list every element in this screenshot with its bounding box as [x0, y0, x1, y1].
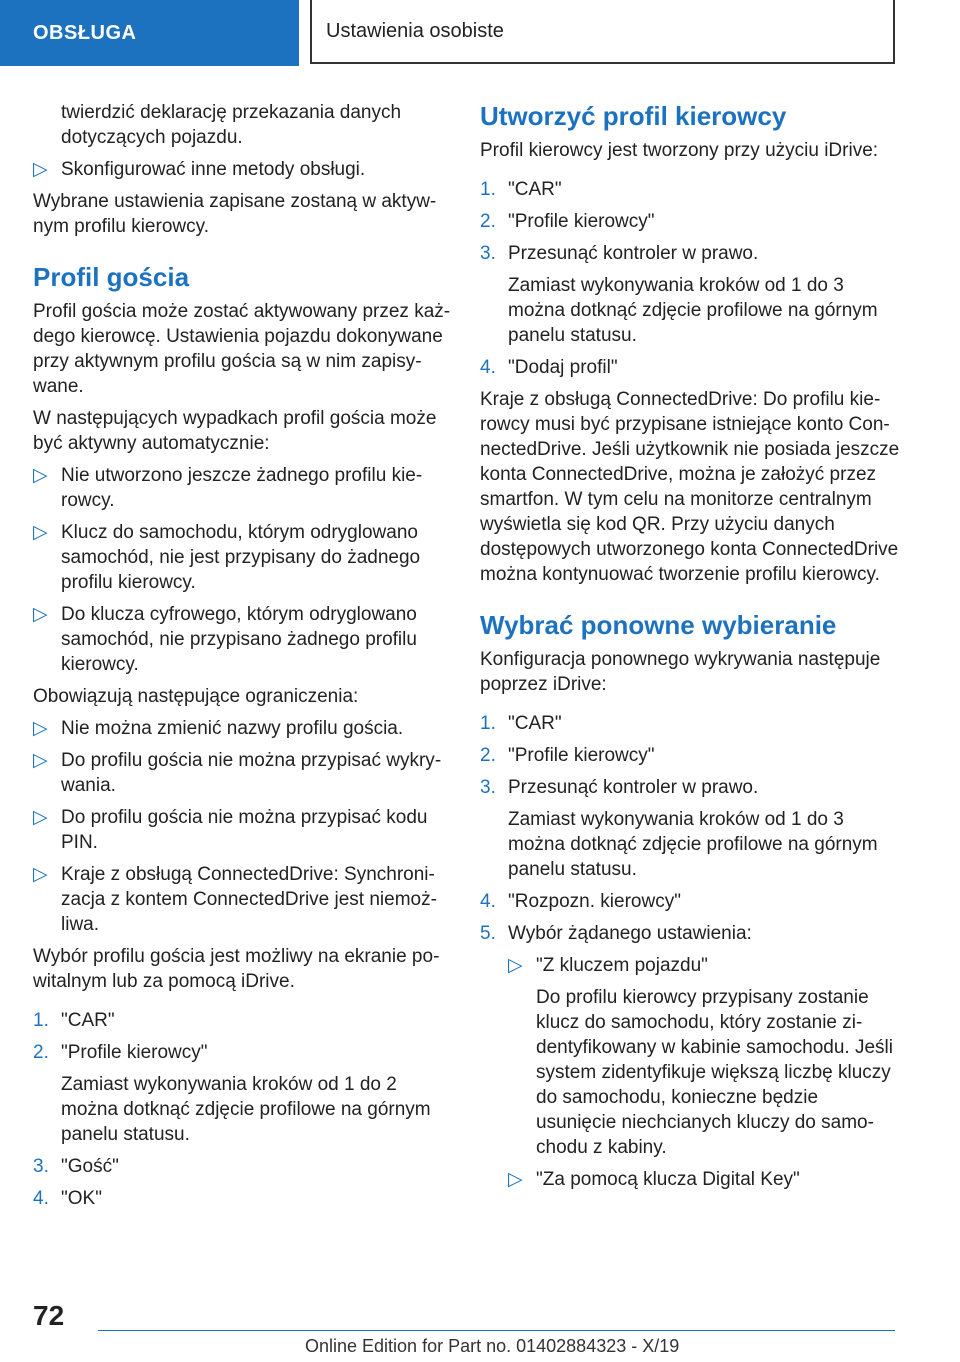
triangle-bullet-icon: ▷ [33, 522, 48, 543]
triangle-bullet-icon: ▷ [508, 1169, 523, 1190]
paragraph: W następujących wypadkach profil gościa może być aktywny automatycznie: [33, 408, 437, 454]
chapter-title: Ustawienia osobiste [310, 0, 895, 64]
paragraph: Profil gościa może zostać aktywowany przez każdego kierowcę. Ustawienia pojazdu dokonywane przy aktywnym profilu gościa są w nim zapisywane. [33, 301, 451, 397]
list-item: ▷ Skonfigurować inne metody obsługi. [33, 159, 366, 180]
list-item: ▷ Klucz do samochodu, którym odryglowano samochód, nie jest przypisany do żadnego profilu kierowcy. [33, 522, 421, 593]
step-item: 4. "Rozpozn. kierowcy" [480, 891, 681, 912]
list-item: ▷ Do profilu gościa nie można przypisać wykrywania. [33, 750, 442, 796]
triangle-bullet-icon: ▷ [33, 465, 48, 486]
paragraph: Konfiguracja ponownego wykrywania następuje poprzez iDrive: [480, 649, 881, 695]
paragraph: Obowiązują następujące ograniczenia: [33, 686, 359, 707]
sub-options [480, 953, 900, 1192]
paragraph: Wybrane ustawienia zapisane zostaną w aktywnym profilu kierowcy. [33, 191, 437, 237]
list-item: ▷ Do profilu gościa nie można przypisać kodu PIN. [33, 807, 428, 853]
triangle-bullet-icon: ▷ [33, 864, 48, 885]
page-header [0, 0, 960, 66]
step-item: 5. Wybór żądanego ustawienia: [480, 923, 752, 944]
footer-divider [98, 1330, 895, 1331]
footer-edition: Online Edition for Part no. 01402884323 - X/19 [305, 1336, 680, 1356]
triangle-bullet-icon: ▷ [33, 159, 48, 180]
continued-text: twierdzić deklarację przekazania danych dotyczących pojazdu. [61, 102, 402, 148]
step-number: 2. [480, 211, 496, 232]
list-item: ▷ Nie można zmienić nazwy profilu gościa. [33, 718, 404, 739]
step-number: 3. [33, 1156, 49, 1177]
list-item: ▷ Kraje z obsługą ConnectedDrive: Synchronizacja z kontem ConnectedDrive jest niemożliwa. [33, 864, 437, 935]
step-note: Zamiast wykonywania kroków od 1 do 3 można dotknąć zdjęcie profilowe na górnym panelu statusu. [508, 275, 878, 346]
step-number: 1. [480, 713, 496, 734]
step-item: 1. "CAR" [480, 713, 562, 734]
list-item: ▷ "Z kluczem pojazdu" [508, 955, 708, 976]
step-number: 4. [33, 1188, 49, 1209]
section-heading-recognition: Wybrać ponowne wybieranie [480, 610, 837, 640]
step-number: 1. [480, 179, 496, 200]
step-number: 3. [480, 243, 496, 264]
step-item: 3. Przesunąć kontroler w prawo. [480, 777, 759, 798]
step-number: 4. [480, 357, 496, 378]
step-item: 4. "OK" [33, 1188, 102, 1209]
step-item: 2. "Profile kierowcy" [480, 211, 655, 232]
triangle-bullet-icon: ▷ [33, 604, 48, 625]
list-item: ▷ "Za pomocą klucza Digital Key" [508, 1169, 800, 1190]
step-note: Zamiast wykonywania kroków od 1 do 3 można dotknąć zdjęcie profilowe na górnym panelu statusu. [508, 809, 878, 880]
step-item: 1. "CAR" [33, 1010, 115, 1031]
paragraph: Kraje z obsługą ConnectedDrive: Do profilu kierowcy musi być przypisane istniejące konto ConnectedDrive. Jeśli użytkownik nie posiada jeszcze konta ConnectedDrive, można je założyć przez smartfon. W tym celu na monitorze centralnym wyświetla się kod QR. Przy użyciu danych dostępowych utworzonego konta ConnectedDrive można kontynuować tworzenie profilu kierowcy. [480, 389, 900, 585]
step-item: 2. "Profile kierowcy" [33, 1042, 208, 1063]
step-number: 4. [480, 891, 496, 912]
step-number: 1. [33, 1010, 49, 1031]
step-item: 1. "CAR" [480, 179, 562, 200]
step-item: 2. "Profile kierowcy" [480, 745, 655, 766]
list-item: ▷ Do klucza cyfrowego, którym odryglowano samochód, nie przypisano żadnego profilu kierowcy. [33, 604, 417, 675]
section-tab: OBSŁUGA [0, 0, 299, 66]
paragraph: Wybór profilu gościa jest możliwy na ekranie powitalnym lub za pomocą iDrive. [33, 946, 440, 992]
option-note: Do profilu kierowcy przypisany zostanie klucz do samochodu, który zostanie zidentyfikowany w kabinie samochodu. Jeśli system zidentyfikuje większą liczbę kluczy do samochodu, konieczne będzie usunięcie niechcianych kluczy do samochodu z kabiny. [536, 987, 893, 1158]
step-item: 3. Przesunąć kontroler w prawo. [480, 243, 759, 264]
step-note: Zamiast wykonywania kroków od 1 do 2 można dotknąć zdjęcie profilowe na górnym panelu statusu. [61, 1074, 431, 1145]
left-column [33, 100, 453, 1218]
triangle-bullet-icon: ▷ [33, 750, 48, 771]
step-item: 4. "Dodaj profil" [480, 357, 618, 378]
page-number: 72 [33, 1300, 65, 1331]
step-number: 2. [33, 1042, 49, 1063]
step-number: 5. [480, 923, 496, 944]
triangle-bullet-icon: ▷ [33, 718, 48, 739]
triangle-bullet-icon: ▷ [508, 955, 523, 976]
step-number: 3. [480, 777, 496, 798]
right-column [480, 100, 900, 1199]
section-heading-create-profile: Utworzyć profil kierowcy [480, 101, 787, 131]
section-heading-guest: Profil gościa [33, 262, 190, 292]
step-item: 3. "Gość" [33, 1156, 119, 1177]
triangle-bullet-icon: ▷ [33, 807, 48, 828]
list-item: ▷ Nie utworzono jeszcze żadnego profilu kierowcy. [33, 465, 423, 511]
step-number: 2. [480, 745, 496, 766]
paragraph: Profil kierowcy jest tworzony przy użyciu iDrive: [480, 140, 879, 161]
